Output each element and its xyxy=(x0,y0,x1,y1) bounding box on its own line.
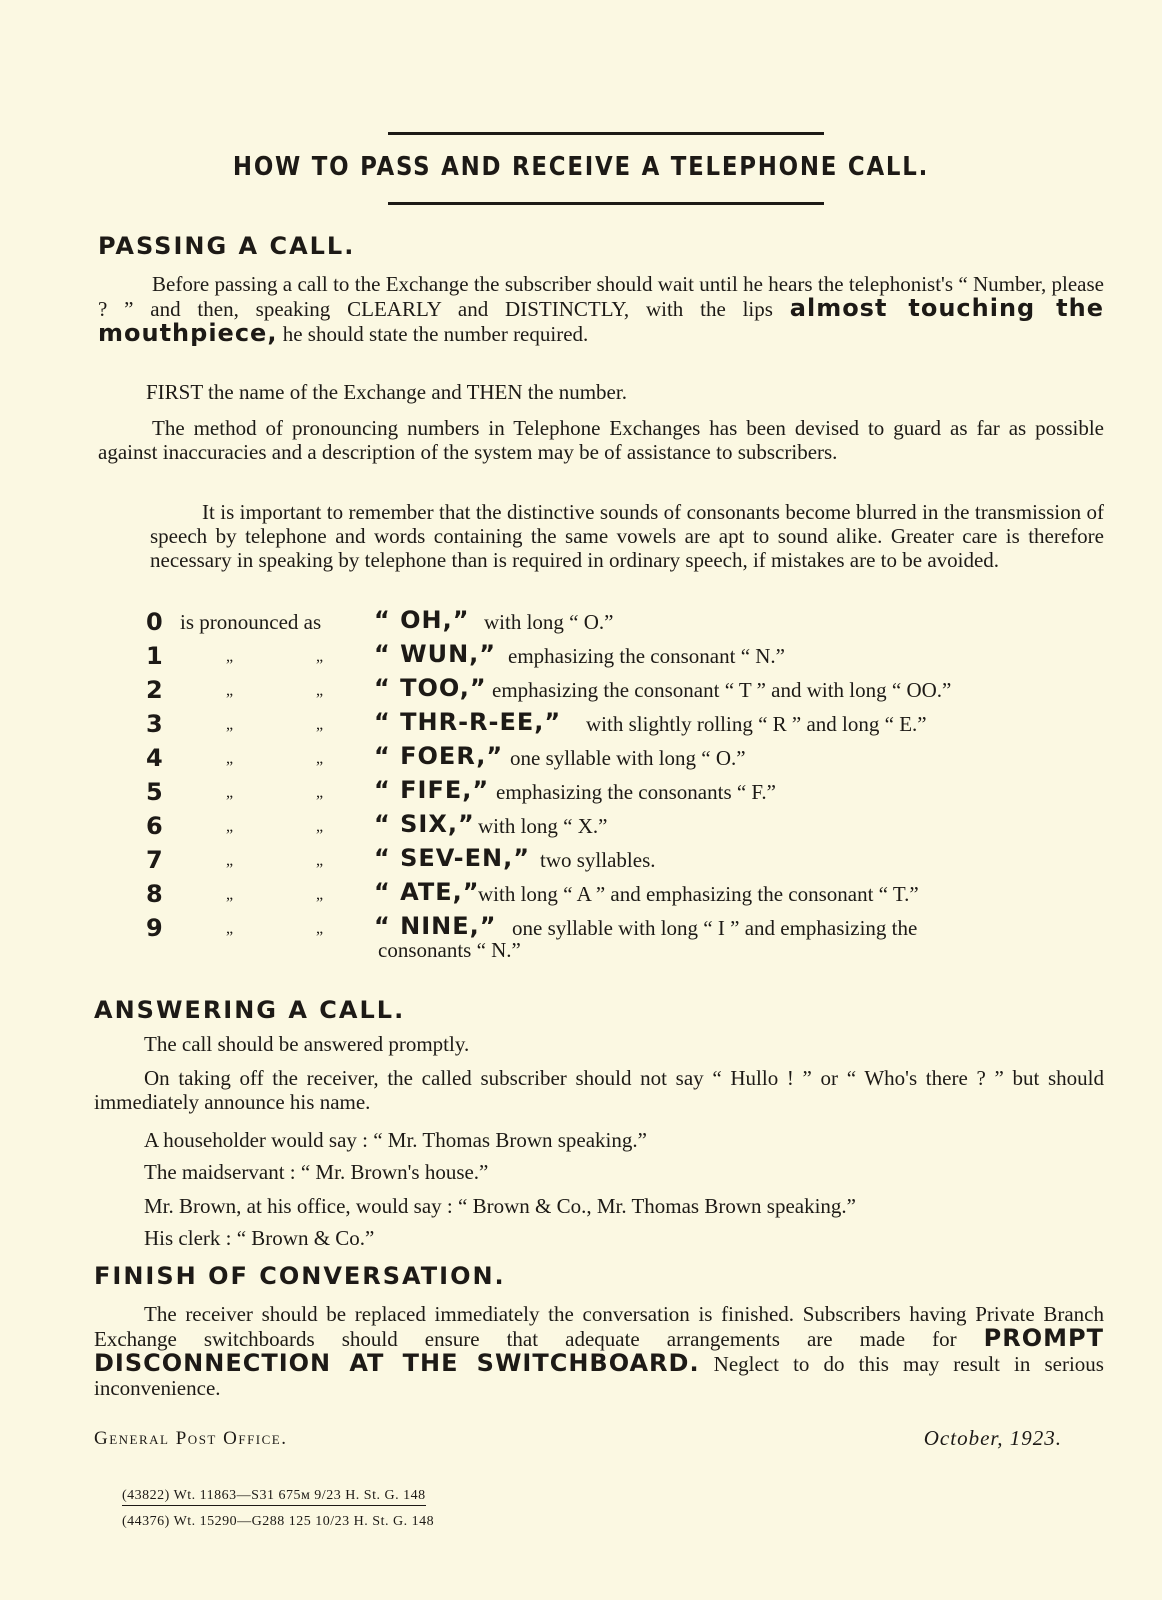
number-row-4 xyxy=(146,742,1106,780)
digit-label: 1 xyxy=(146,642,163,670)
answering-paragraph-5: Mr. Brown, at his office, would say : “ Brown & Co., Mr. Thomas Brown speaking.” xyxy=(144,1194,856,1218)
digit-label: 7 xyxy=(146,846,163,874)
pronunciation-word: “ WUN,” xyxy=(374,640,497,668)
ditto-mark: „ xyxy=(226,750,234,767)
number-row-7 xyxy=(146,844,1106,882)
ditto-mark: „ xyxy=(316,920,324,937)
pronunciation-word: “ SEV-EN,” xyxy=(374,844,530,872)
passing-heading: PASSING A CALL. xyxy=(98,232,356,260)
mouthpiece-emphasis: almost touching the mouthpiece, xyxy=(98,294,1104,347)
passing-paragraph-2: FIRST the name of the Exchange and THEN the number. xyxy=(146,380,627,404)
ditto-mark: „ xyxy=(316,716,324,733)
ditto-mark: „ xyxy=(316,648,324,665)
answering-paragraph-2: On taking off the receiver, the called subscriber should not say “ Hullo ! ” or “ Who's there ? ” but should immediately announce his name. xyxy=(94,1066,1104,1114)
pronunciation-note: one syllable with long “ O.” xyxy=(510,746,746,770)
pronunciation-word: “ TOO,” xyxy=(374,674,487,702)
ditto-mark: „ xyxy=(316,784,324,801)
title-underline-rule xyxy=(388,202,824,205)
issue-date: October, 1923. xyxy=(923,1426,1062,1450)
answering-paragraph-1: The call should be answered promptly. xyxy=(144,1032,470,1056)
pronunciation-word: “ ATE,” xyxy=(374,878,480,906)
digit-label: 5 xyxy=(146,778,163,806)
pronunciation-word: “ NINE,” xyxy=(374,912,497,940)
disconnection-emphasis: PROMPT DISCONNECTION AT THE SWITCHBOARD. xyxy=(94,1324,1104,1377)
number-row-9 xyxy=(146,912,1106,968)
pronunciation-note: with slightly rolling “ R ” and long “ E.” xyxy=(586,712,927,736)
pronunciation-note: emphasizing the consonants “ F.” xyxy=(496,780,777,804)
pronunciation-word: “ THR-R-EE,” xyxy=(374,708,562,736)
ditto-mark: „ xyxy=(316,750,324,767)
ditto-mark: „ xyxy=(316,818,324,835)
pronunciation-note: emphasizing the consonant “ N.” xyxy=(508,644,785,668)
digit-label: 2 xyxy=(146,676,163,704)
ditto-mark: „ xyxy=(226,648,234,665)
pronunciation-note: with long “ A ” and emphasizing the consonant “ T.” xyxy=(478,882,919,906)
ditto-mark: „ xyxy=(226,818,234,835)
answering-paragraph-3: A householder would say : “ Mr. Thomas Brown speaking.” xyxy=(144,1128,647,1152)
ditto-mark: „ xyxy=(226,784,234,801)
print-code-line-1: (43822) Wt. 11863—S31 675м 9/23 H. St. G. 148 xyxy=(122,1488,426,1506)
issuer-signature: General Post Office. xyxy=(94,1428,288,1449)
finish-heading: FINISH OF CONVERSATION. xyxy=(94,1262,506,1290)
passing-p1-text-start: Before passing a call to the Exchange the subscriber should wait until he hears the telephonist's “ Number, please ? ” and then, speaking CLEARLY and DISTINCTLY, with the lips xyxy=(98,272,1104,321)
ditto-mark: „ xyxy=(316,886,324,903)
pronunciation-word: “ SIX,” xyxy=(374,810,475,838)
pronunciation-word: “ FIFE,” xyxy=(374,776,490,804)
ditto-mark: „ xyxy=(226,886,234,903)
pronunciation-word: “ FOER,” xyxy=(374,742,504,770)
pronunciation-word: “ OH,” xyxy=(374,606,470,634)
number-row-6 xyxy=(146,810,1106,848)
ditto-mark: „ xyxy=(316,852,324,869)
number-row-1 xyxy=(146,640,1106,678)
digit-label: 9 xyxy=(146,914,163,942)
ditto-mark: „ xyxy=(226,716,234,733)
passing-p1-text-end: he should state the number required. xyxy=(277,322,589,346)
passing-paragraph-3: The method of pronouncing numbers in Telephone Exchanges has been devised to guard as far as possible against inaccuracies and a description of the system may be of assistance to subscribers. xyxy=(98,416,1104,464)
document-title: HOW TO PASS AND RECEIVE A TELEPHONE CALL. xyxy=(232,152,930,182)
digit-label: 6 xyxy=(146,812,163,840)
digit-label: 8 xyxy=(146,880,163,908)
pronunciation-note: with long “ X.” xyxy=(478,814,608,838)
pronunciation-note: two syllables. xyxy=(540,848,656,872)
finish-p1-text-start: The receiver should be replaced immediately the conversation is finished. Subscribers having Private Branch Exchange switchboards should ensure that adequate arrangements are made for xyxy=(94,1302,1104,1351)
pronunciation-note: with long “ O.” xyxy=(484,610,614,634)
ditto-mark: „ xyxy=(316,682,324,699)
ditto-mark: „ xyxy=(226,852,234,869)
number-row-0 xyxy=(146,606,1106,644)
digit-label: 4 xyxy=(146,744,163,772)
number-row-2 xyxy=(146,674,1106,712)
finish-paragraph-1 xyxy=(94,1302,1104,1400)
number-row-5 xyxy=(146,776,1106,814)
pronunciation-note: one syllable with long “ I ” and emphasizing the xyxy=(512,916,918,940)
passing-paragraph-1 xyxy=(98,272,1104,346)
finish-p1-text-end: Neglect to do this may result in serious inconvenience. xyxy=(94,1352,1104,1400)
passing-paragraph-4: It is important to remember that the distinctive sounds of consonants become blurred in the transmission of speech by telephone and words containing the same vowels are apt to sound alike. Greater care is therefore necessary in speaking by telephone than is required in ordinary speech, if mistakes are to be avoided. xyxy=(150,500,1104,572)
ditto-mark: „ xyxy=(226,682,234,699)
answering-paragraph-6: His clerk : “ Brown & Co.” xyxy=(144,1226,375,1250)
answering-heading: ANSWERING A CALL. xyxy=(94,996,406,1024)
pronunciation-note: emphasizing the consonant “ T ” and with long “ OO.” xyxy=(492,678,952,702)
pronounced-as-text: is pronounced as xyxy=(180,610,322,634)
number-row-8 xyxy=(146,878,1106,916)
number-row-3 xyxy=(146,708,1106,746)
pronunciation-note-continued: consonants “ N.” xyxy=(378,938,521,962)
digit-label: 0 xyxy=(146,608,163,636)
ditto-mark: „ xyxy=(226,920,234,937)
digit-label: 3 xyxy=(146,710,163,738)
print-code-line-2: (44376) Wt. 15290—G288 125 10/23 H. St. G. 148 xyxy=(122,1514,435,1529)
top-rule xyxy=(388,132,824,135)
answering-paragraph-4: The maidservant : “ Mr. Brown's house.” xyxy=(144,1160,489,1184)
